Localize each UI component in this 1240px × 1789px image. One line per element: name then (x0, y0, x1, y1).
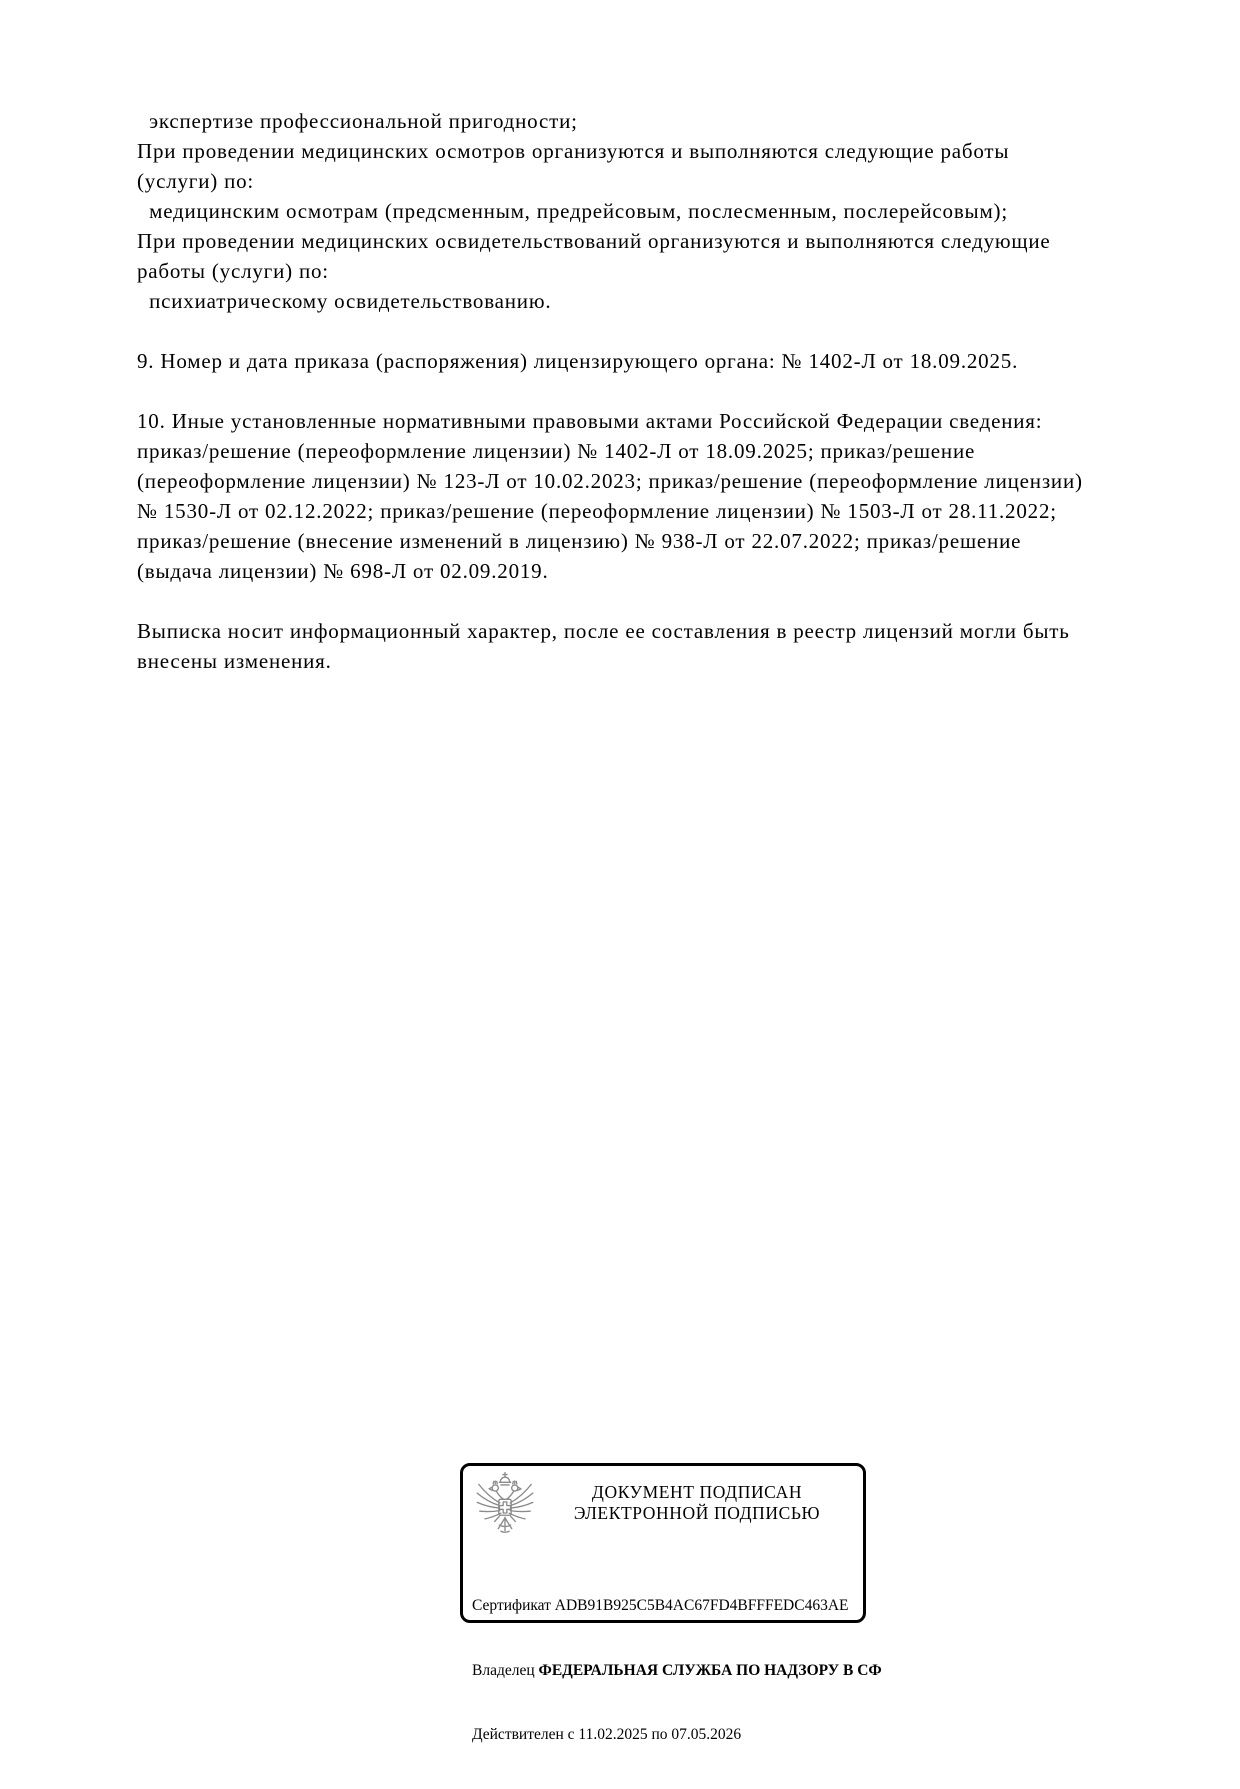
doc-line-item-10: 10. Иные установленные нормативными правовыми актами Российской Федерации сведения: (137, 409, 1043, 433)
certificate-label: Сертификат (472, 1597, 555, 1614)
doc-line: медицинским осмотрам (предсменным, предрейсовым, послесменным, послерейсовым); (137, 199, 1008, 223)
stamp-title-line2: ЭЛЕКТРОННОЙ ПОДПИСЬЮ (573, 1503, 821, 1523)
doc-line: При проведении медицинских освидетельствований организуются и выполняются следующие (137, 229, 1051, 253)
doc-line: При проведении медицинских осмотров организуются и выполняются следующие работы (137, 139, 1010, 163)
stamp-title-line1: ДОКУМЕНТ ПОДПИСАН (591, 1482, 803, 1502)
stamp-title (533, 1482, 861, 1524)
doc-line: (переоформление лицензии) № 123-Л от 10.02.2023; приказ/решение (переоформление лицензии) (137, 469, 1083, 493)
document-text (137, 106, 1147, 676)
owner-row (472, 1660, 1092, 1682)
signature-stamp (460, 1463, 882, 1743)
doc-line: психиатрическому освидетельствованию. (137, 289, 552, 313)
doc-line: приказ/решение (внесение изменений в лицензию) № 938-Л от 22.07.2022; приказ/решение (137, 529, 1022, 553)
doc-note-line: Выписка носит информационный характер, после ее составления в реестр лицензий могли быть (137, 619, 1070, 643)
owner-value: ФЕДЕРАЛЬНАЯ СЛУЖБА ПО НАДЗОРУ В СФ (538, 1661, 882, 1679)
doc-note-line: внесены изменения. (137, 649, 332, 673)
doc-line-item-9: 9. Номер и дата приказа (распоряжения) лицензирующего органа: № 1402-Л от 18.09.2025. (137, 349, 1019, 373)
roszdravnadzor-eagle-icon (475, 1471, 535, 1541)
doc-line: (выдача лицензии) № 698-Л от 02.09.2019. (137, 559, 549, 583)
certificate-row (472, 1595, 1092, 1617)
validity-row: Действителен с 11.02.2025 по 07.05.2026 (472, 1726, 742, 1743)
doc-line: № 1530-Л от 02.12.2022; приказ/решение (переоформление лицензии) № 1503-Л от 28.11.2022; (137, 499, 1057, 523)
doc-line: экспертизе профессиональной пригодности; (137, 109, 578, 133)
doc-line: работы (услуги) по: (137, 259, 329, 283)
stamp-info (472, 1552, 1092, 1789)
owner-label: Владелец (472, 1661, 539, 1679)
doc-line: приказ/решение (переоформление лицензии) № 1402-Л от 18.09.2025; приказ/решение (137, 439, 976, 463)
certificate-value: ADB91B925C5B4AC67FD4BFFFEDC463AE (554, 1597, 849, 1614)
doc-line: (услуги) по: (137, 169, 255, 193)
